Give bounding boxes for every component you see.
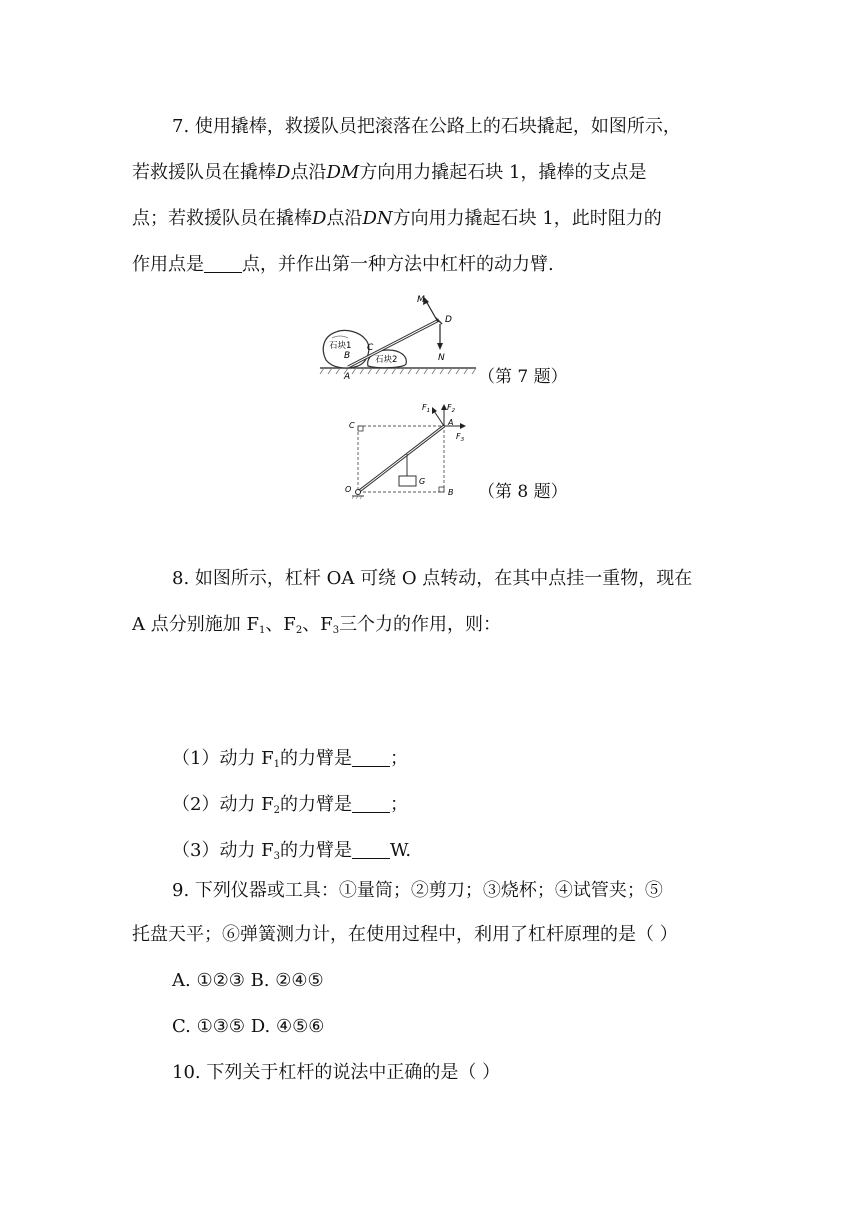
- q9-line1: 9. 下列仪器或工具：①量筒；②剪刀；③烧杯；④试管夹；⑤: [172, 880, 663, 901]
- q9-line2: 托盘天平；⑥弹簧测力计，在使用过程中，利用了杠杆原理的是（ ）: [132, 924, 678, 945]
- answer-blank: [352, 840, 390, 859]
- fig8-label-O: O: [345, 485, 352, 494]
- fig8-label-F3: $F_3$: [456, 432, 465, 443]
- fig8-label-G: G: [419, 477, 426, 486]
- q7-line1: 7. 使用撬棒，救援队员把滚落在公路上的石块撬起，如图所示，: [172, 116, 681, 137]
- fig7-label-stone2: 石块2: [375, 355, 398, 365]
- fig7-label-D: D: [445, 315, 452, 325]
- q7-line3: 点；若救援队员在撬棒D点沿DN方向用力撬起石块 1，此时阻力的: [132, 208, 662, 229]
- q8-sub2: （2）动力 $F_2$的力臂是 ；: [172, 794, 409, 816]
- fig8-label-C: C: [349, 421, 355, 430]
- q8-line2: A 点分别施加 $F_1$、$F_2$、$F_3$三个力的作用，则：: [132, 614, 502, 636]
- fig7-label-N: N: [438, 353, 445, 363]
- fig8-label-F1: $F_1$: [422, 403, 431, 414]
- answer-blank: [204, 254, 242, 273]
- answer-blank: [352, 748, 390, 767]
- fig7-label-B: B: [344, 351, 351, 361]
- figure-7-diagram: [318, 288, 480, 380]
- q10-line1: 10. 下列关于杠杆的说法中正确的是（ ）: [172, 1062, 501, 1083]
- weight-block: [399, 476, 416, 486]
- fig7-label-M: M: [417, 295, 425, 305]
- q8-sub3: （3）动力 $F_3$的力臂是 W.: [172, 840, 412, 862]
- q8-line1: 8. 如图所示，杠杆 OA 可绕 O 点转动，在其中点挂一重物，现在: [172, 568, 693, 589]
- q7-line2: 若救援队员在撬棒D点沿DM方向用力撬起石块 1，撬棒的支点是: [132, 162, 647, 183]
- q9-options-cd: C. ①③⑤ D. ④⑤⑥: [172, 1016, 325, 1037]
- fig8-label-B: B: [448, 488, 454, 497]
- figure-8-diagram: [336, 396, 466, 500]
- fig7-label-A: A: [344, 372, 351, 380]
- fig8-label-F2: $F_2$: [447, 403, 456, 414]
- q7-line4: 作用点是 点，并作出第一种方法中杠杆的动力臂.: [132, 254, 554, 275]
- q9-options-ab: A. ①②③ B. ②④⑤: [172, 970, 324, 991]
- answer-blank: [352, 794, 390, 813]
- fig8-label-A: A: [448, 418, 454, 427]
- figure-8-caption: （第 8 题）: [478, 482, 568, 502]
- fig7-label-C: C: [367, 343, 374, 353]
- q8-sub1: （1）动力 $F_1$的力臂是 ；: [172, 748, 409, 770]
- fig7-label-stone1: 石块1: [329, 341, 352, 351]
- figure-7-caption: （第 7 题）: [478, 367, 568, 387]
